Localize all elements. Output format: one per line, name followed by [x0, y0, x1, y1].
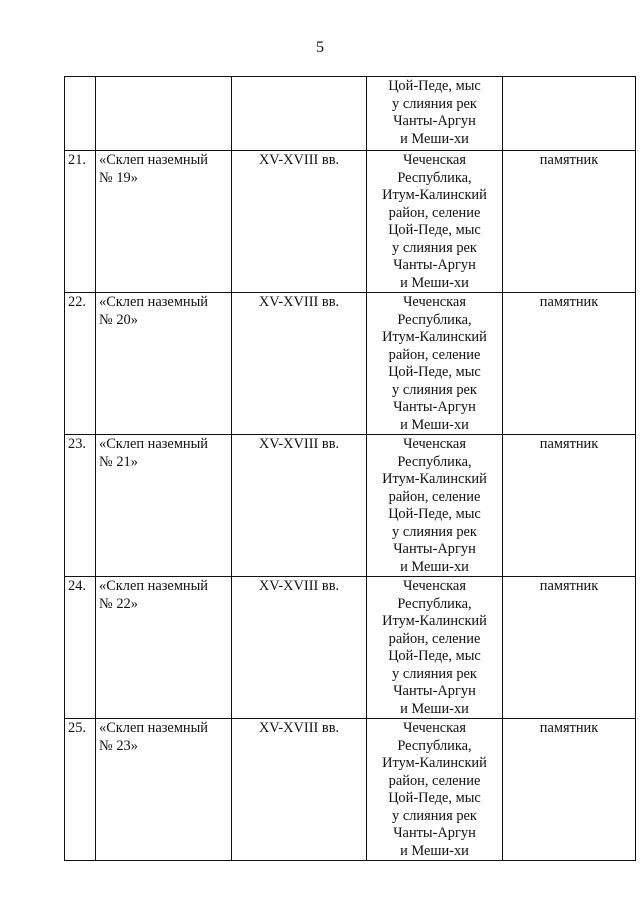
location-line: Чанты-Аргун: [393, 683, 476, 699]
cell-period: XV-XVIII вв.: [232, 719, 367, 861]
cell-period: [232, 77, 367, 151]
location-line: Чанты-Аргун: [393, 113, 476, 129]
location-line: у слияния рек: [392, 807, 477, 824]
location-line: у слияния рек: [392, 523, 477, 540]
location-line: и Меши-хи: [400, 274, 469, 291]
name-line: № 22»: [99, 595, 138, 612]
location-line: Цой-Педе, мыс: [388, 222, 481, 238]
table-row: [65, 151, 636, 293]
monuments-table: [64, 76, 636, 861]
location-line: Цой-Педе, мыс: [388, 78, 481, 94]
cell-number: 23.: [65, 435, 96, 577]
location-line: Итум-Калинский: [382, 613, 487, 629]
location-line: Республика,: [397, 453, 472, 470]
location-line: Республика,: [397, 595, 472, 612]
location-line: у слияния рек: [392, 665, 477, 682]
location-line: Чеченская: [403, 720, 466, 736]
cell-number: [65, 77, 96, 151]
cell-category: памятник: [503, 293, 636, 435]
cell-period: XV-XVIII вв.: [232, 577, 367, 719]
name-line: «Склеп наземный: [99, 436, 208, 452]
location-line: у слияния рек: [392, 381, 477, 398]
location-line: район, селение: [388, 772, 481, 789]
table-row: [65, 719, 636, 861]
name-line: «Склеп наземный: [99, 720, 208, 736]
cell-number: 22.: [65, 293, 96, 435]
location-line: район, селение: [388, 488, 481, 505]
location-line: Чанты-Аргун: [393, 541, 476, 557]
location-line: Цой-Педе, мыс: [388, 364, 481, 380]
cell-period: XV-XVIII вв.: [232, 435, 367, 577]
cell-location: [367, 77, 503, 151]
cell-category: [503, 77, 636, 151]
name-line: «Склеп наземный: [99, 152, 208, 168]
table-row: [65, 577, 636, 719]
cell-category: памятник: [503, 435, 636, 577]
cell-location: [367, 435, 503, 577]
location-line: и Меши-хи: [400, 842, 469, 859]
location-line: Чанты-Аргун: [393, 825, 476, 841]
name-line: «Склеп наземный: [99, 294, 208, 310]
cell-location: [367, 577, 503, 719]
name-line: № 23»: [99, 737, 138, 754]
location-line: Итум-Калинский: [382, 471, 487, 487]
cell-category: памятник: [503, 577, 636, 719]
location-line: Чеченская: [403, 578, 466, 594]
location-line: район, селение: [388, 204, 481, 221]
name-line: «Склеп наземный: [99, 578, 208, 594]
cell-number: 24.: [65, 577, 96, 719]
cell-location: [367, 719, 503, 861]
cell-name: [96, 293, 232, 435]
table-row-continuation: [65, 77, 636, 151]
cell-number: 25.: [65, 719, 96, 861]
cell-name: [96, 151, 232, 293]
location-line: Цой-Педе, мыс: [388, 648, 481, 664]
name-line: № 21»: [99, 453, 138, 470]
location-line: Чанты-Аргун: [393, 257, 476, 273]
cell-number: 21.: [65, 151, 96, 293]
cell-name: [96, 435, 232, 577]
location-line: и Меши-хи: [400, 416, 469, 433]
page-number: 5: [316, 39, 324, 56]
cell-name: [96, 577, 232, 719]
cell-name: [96, 719, 232, 861]
location-line: Чеченская: [403, 436, 466, 452]
name-line: № 20»: [99, 311, 138, 328]
location-line: и Меши-хи: [400, 130, 469, 147]
location-line: Итум-Калинский: [382, 755, 487, 771]
location-line: у слияния рек: [392, 95, 477, 112]
location-line: Цой-Педе, мыс: [388, 506, 481, 522]
cell-location: [367, 293, 503, 435]
cell-name: [96, 77, 232, 151]
cell-period: XV-XVIII вв.: [232, 151, 367, 293]
location-line: Чеченская: [403, 294, 466, 310]
location-line: район, селение: [388, 630, 481, 647]
location-line: Чанты-Аргун: [393, 399, 476, 415]
location-line: Итум-Калинский: [382, 329, 487, 345]
location-line: Цой-Педе, мыс: [388, 790, 481, 806]
location-line: Республика,: [397, 169, 472, 186]
location-line: Республика,: [397, 737, 472, 754]
name-line: № 19»: [99, 169, 138, 186]
location-line: у слияния рек: [392, 239, 477, 256]
cell-category: памятник: [503, 719, 636, 861]
cell-period: XV-XVIII вв.: [232, 293, 367, 435]
location-line: и Меши-хи: [400, 558, 469, 575]
location-line: Республика,: [397, 311, 472, 328]
table-row: [65, 293, 636, 435]
table-row: [65, 435, 636, 577]
cell-location: [367, 151, 503, 293]
location-line: район, селение: [388, 346, 481, 363]
location-line: и Меши-хи: [400, 700, 469, 717]
cell-category: памятник: [503, 151, 636, 293]
location-line: Чеченская: [403, 152, 466, 168]
location-line: Итум-Калинский: [382, 187, 487, 203]
